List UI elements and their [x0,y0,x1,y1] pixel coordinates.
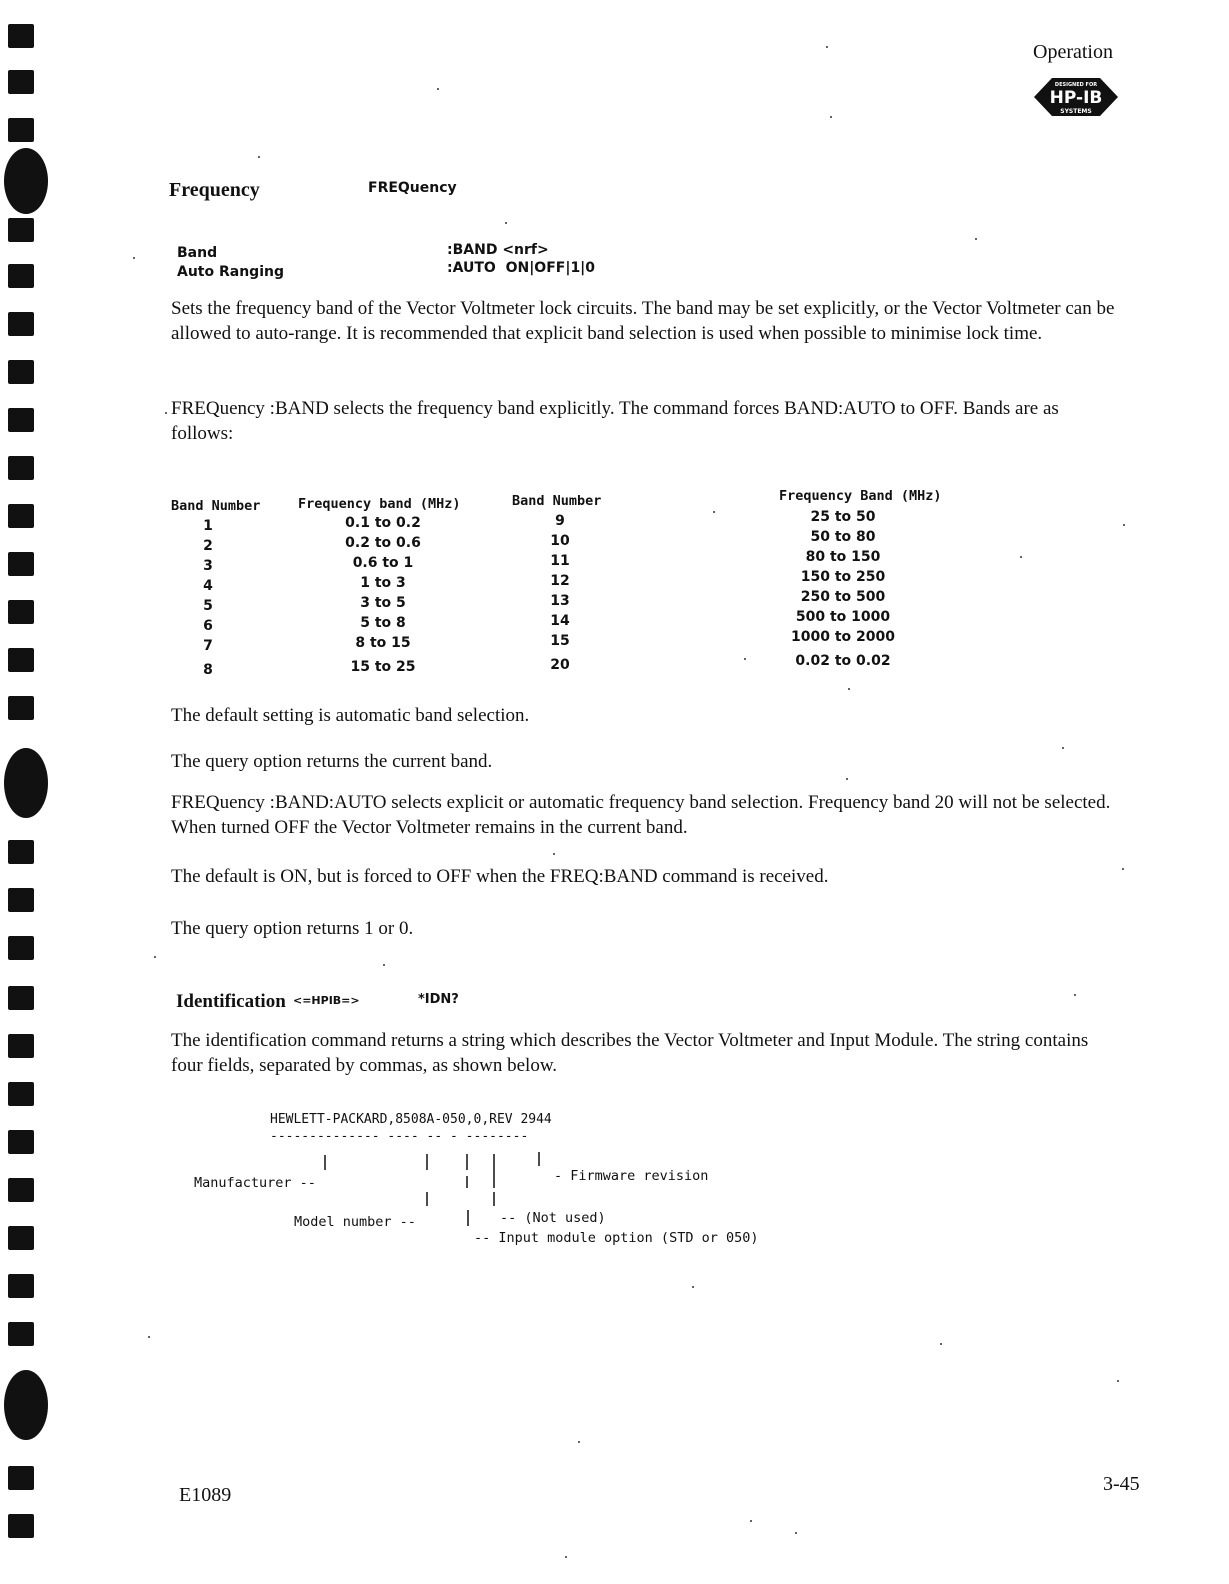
table-cell: 25 to 50 [810,509,876,525]
table-cell: 14 [550,613,570,629]
table-header-frequency-band: Frequency band (MHz) [298,496,461,512]
table-header-band-number-2: Band Number [512,493,602,509]
table-cell: 4 [203,578,213,594]
table-cell: 10 [550,533,570,549]
frequency-paragraph-4: The query option returns the current band. [171,751,493,772]
band-number-column-right [535,511,585,675]
frequency-range-column-left [318,513,448,677]
frequency-range-column-right [778,507,908,671]
table-cell: 15 [550,633,570,649]
table-cell: 0.2 to 0.6 [345,535,421,551]
footer-document-id: E1089 [179,1484,232,1506]
table-cell: 0.02 to 0.02 [795,653,891,669]
table-cell: 13 [550,593,570,609]
table-cell: 500 to 1000 [795,609,891,625]
syntax-label-band: Band [177,245,218,261]
table-cell: 1 [203,518,213,534]
table-cell: 8 to 15 [355,635,411,651]
table-cell: 3 to 5 [360,595,406,611]
table-cell: 1000 to 2000 [791,629,895,645]
table-cell: 3 [203,558,213,574]
hpib-tag: <=HPIB=> [293,994,360,1007]
table-cell: 0.1 to 0.2 [345,515,421,531]
frequency-paragraph-5: FREQuency :BAND:AUTO selects explicit or automatic frequency band selection. Frequency band 20 will not be selected. When turned OFF the Vector Voltmeter remains in the current band. [171,792,1111,838]
section-title: Operation [1033,41,1113,63]
label-model-number: Model number -- [294,1214,416,1230]
table-cell: 1 to 3 [360,575,406,591]
label-input-module-option: -- Input module option (STD or 050) [474,1230,759,1246]
idn-example-string: HEWLETT-PACKARD,8508A-050,0,REV 2944 [270,1112,552,1127]
idn-command: *IDN? [418,992,459,1007]
frequency-command: FREQuency [368,180,457,196]
identification-paragraph: The identification command returns a string which describes the Vector Voltmeter and Input Module. The string contains four fields, separated by commas, as shown below. [171,1030,1089,1076]
svg-text:HP-IB: HP-IB [1049,88,1103,108]
table-cell: 0.6 to 1 [352,555,414,571]
table-cell: 50 to 80 [810,529,876,545]
frequency-paragraph-1: Sets the frequency band of the Vector Voltmeter lock circuits. The band may be set explicitly, or the Vector Voltmeter can be allowed to auto-range. It is recommended that explicit band selection is used when possible to minimise lock time. [171,298,1115,344]
table-cell: 9 [555,513,565,529]
idn-connector-lines [300,1150,560,1230]
table-header-band-number: Band Number [171,498,261,514]
svg-text:SYSTEMS: SYSTEMS [1060,108,1092,115]
band-number-column-left [188,516,228,680]
table-cell: 8 [203,662,213,678]
frequency-paragraph-2: FREQuency :BAND selects the frequency band explicitly. The command forces BAND:AUTO to OFF. Bands are as follows: [171,398,1059,444]
label-firmware-revision: - Firmware revision [554,1168,709,1184]
syntax-cmd-band: :BAND <nrf> [447,242,549,258]
table-cell: 250 to 500 [800,589,886,605]
hp-ib-logo-icon [1034,76,1118,118]
table-cell: 2 [203,538,213,554]
frequency-paragraph-3: The default setting is automatic band selection. [171,705,530,726]
idn-field-dashes: -------------- ---- -- - -------- [270,1129,529,1144]
table-cell: 150 to 250 [800,569,886,585]
table-cell: 5 [203,598,213,614]
frequency-heading: Frequency [169,179,260,201]
table-cell: 80 to 150 [805,549,881,565]
syntax-cmd-auto: :AUTO ON|OFF|1|0 [447,260,596,276]
frequency-paragraph-6: The default is ON, but is forced to OFF when the FREQ:BAND command is received. [171,866,829,887]
table-cell: 15 to 25 [350,659,416,675]
svg-text:DESIGNED FOR: DESIGNED FOR [1054,82,1098,88]
table-cell: 11 [550,553,570,569]
identification-heading: Identification [176,991,286,1012]
label-not-used: -- (Not used) [500,1210,606,1226]
table-cell: 20 [550,657,570,673]
frequency-paragraph-7: The query option returns 1 or 0. [171,918,414,939]
label-manufacturer: Manufacturer -- [194,1175,316,1191]
table-cell: 6 [203,618,213,634]
syntax-label-auto: Auto Ranging [177,264,284,280]
table-cell: 12 [550,573,570,589]
table-cell: 7 [203,638,213,654]
table-header-frequency-band-2: Frequency Band (MHz) [779,488,942,504]
footer-page-number: 3-45 [1103,1473,1140,1495]
table-cell: 5 to 8 [360,615,406,631]
